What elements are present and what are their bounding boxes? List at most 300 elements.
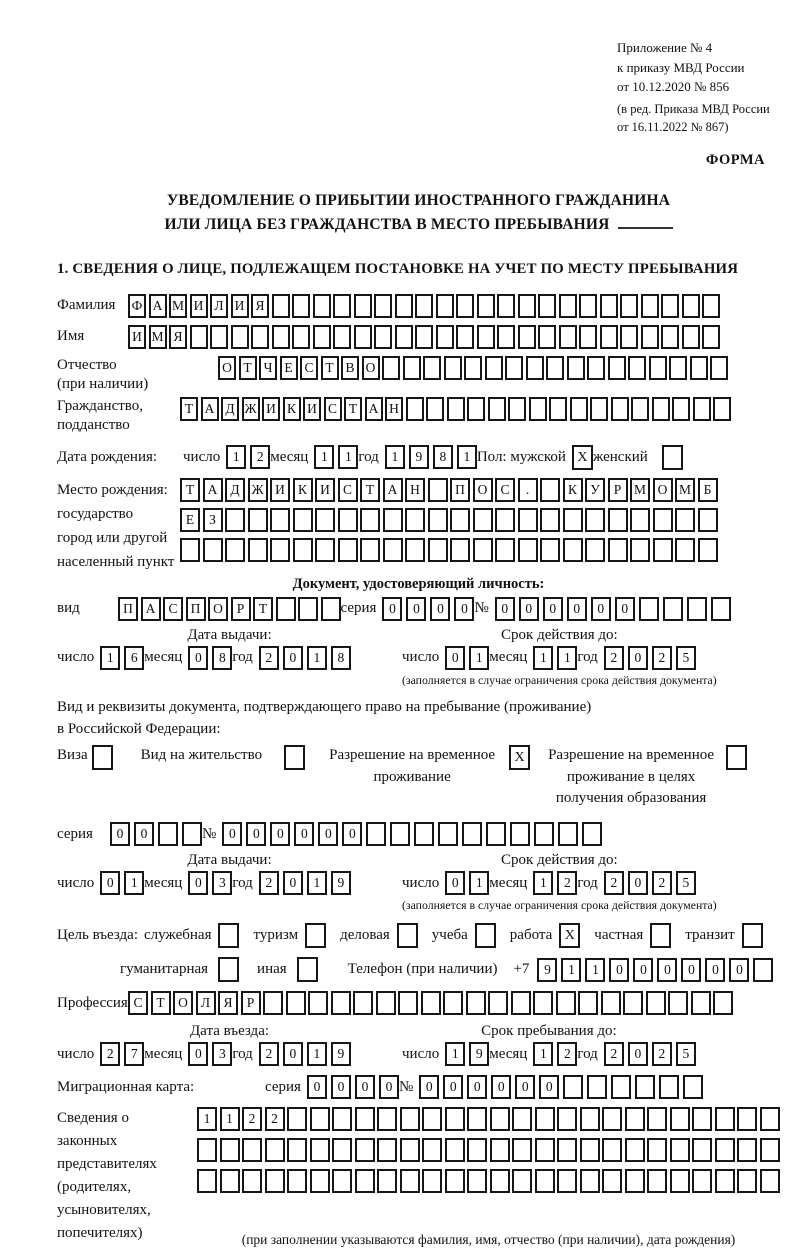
char-cell[interactable]: 2 xyxy=(259,1042,279,1066)
char-cell[interactable]: 0 xyxy=(355,1075,375,1099)
char-cell[interactable]: М xyxy=(149,325,167,349)
char-cell[interactable] xyxy=(601,991,621,1015)
char-cell[interactable] xyxy=(692,1138,712,1162)
char-cell[interactable] xyxy=(715,1169,735,1193)
char-cell[interactable]: И xyxy=(270,478,290,502)
char-cell[interactable]: 0 xyxy=(188,871,208,895)
char-cell[interactable] xyxy=(436,325,454,349)
char-cell[interactable]: 9 xyxy=(331,871,351,895)
char-cell[interactable] xyxy=(272,325,290,349)
char-cell[interactable] xyxy=(663,597,683,621)
char-cell[interactable]: Т xyxy=(360,478,380,502)
char-cell[interactable] xyxy=(579,325,597,349)
char-cell[interactable] xyxy=(602,1138,622,1162)
char-cell[interactable]: 1 xyxy=(533,646,553,670)
char-cell[interactable]: 0 xyxy=(445,646,465,670)
char-cell[interactable]: 1 xyxy=(100,646,120,670)
char-cell[interactable]: В xyxy=(341,356,359,380)
char-cell[interactable] xyxy=(512,1107,532,1131)
char-cell[interactable]: С xyxy=(300,356,318,380)
char-cell[interactable] xyxy=(691,991,711,1015)
purpose-checkbox-2[interactable] xyxy=(397,923,418,948)
char-cell[interactable]: Н xyxy=(405,478,425,502)
char-cell[interactable]: 0 xyxy=(729,958,749,982)
char-cell[interactable] xyxy=(540,478,560,502)
char-cell[interactable] xyxy=(563,1075,583,1099)
char-cell[interactable] xyxy=(377,1107,397,1131)
char-cell[interactable] xyxy=(546,356,564,380)
char-cell[interactable] xyxy=(265,1169,285,1193)
char-cell[interactable]: 2 xyxy=(100,1042,120,1066)
char-cell[interactable] xyxy=(225,538,245,562)
purpose-checkbox-7[interactable] xyxy=(218,957,239,982)
char-cell[interactable]: И xyxy=(128,325,146,349)
char-cell[interactable]: 0 xyxy=(539,1075,559,1099)
char-cell[interactable] xyxy=(403,356,421,380)
char-cell[interactable] xyxy=(220,1138,240,1162)
char-cell[interactable]: У xyxy=(585,478,605,502)
char-cell[interactable]: 0 xyxy=(491,1075,511,1099)
char-cell[interactable] xyxy=(587,1075,607,1099)
char-cell[interactable]: 2 xyxy=(652,646,672,670)
char-cell[interactable] xyxy=(557,1138,577,1162)
char-cell[interactable] xyxy=(540,508,560,532)
char-cell[interactable] xyxy=(608,538,628,562)
char-cell[interactable] xyxy=(512,1138,532,1162)
char-cell[interactable] xyxy=(630,538,650,562)
char-cell[interactable] xyxy=(737,1138,757,1162)
char-cell[interactable] xyxy=(464,356,482,380)
char-cell[interactable] xyxy=(333,325,351,349)
char-cell[interactable]: 0 xyxy=(443,1075,463,1099)
char-cell[interactable] xyxy=(248,508,268,532)
char-cell[interactable] xyxy=(428,478,448,502)
char-cell[interactable] xyxy=(395,325,413,349)
char-cell[interactable]: 1 xyxy=(307,646,327,670)
char-cell[interactable] xyxy=(287,1169,307,1193)
char-cell[interactable] xyxy=(497,325,515,349)
char-cell[interactable] xyxy=(675,508,695,532)
char-cell[interactable] xyxy=(286,991,306,1015)
char-cell[interactable]: Я xyxy=(218,991,238,1015)
char-cell[interactable]: О xyxy=(473,478,493,502)
char-cell[interactable]: 0 xyxy=(134,822,154,846)
char-cell[interactable] xyxy=(512,1169,532,1193)
char-cell[interactable]: 0 xyxy=(270,822,290,846)
char-cell[interactable] xyxy=(182,822,202,846)
char-cell[interactable] xyxy=(332,1138,352,1162)
char-cell[interactable] xyxy=(760,1107,780,1131)
char-cell[interactable] xyxy=(495,538,515,562)
char-cell[interactable] xyxy=(687,597,707,621)
char-cell[interactable] xyxy=(753,958,773,982)
char-cell[interactable] xyxy=(533,991,553,1015)
char-cell[interactable] xyxy=(293,508,313,532)
char-cell[interactable] xyxy=(310,1107,330,1131)
female-checkbox[interactable] xyxy=(662,445,683,470)
char-cell[interactable]: 8 xyxy=(212,646,232,670)
char-cell[interactable]: 7 xyxy=(124,1042,144,1066)
char-cell[interactable] xyxy=(557,1107,577,1131)
char-cell[interactable] xyxy=(518,325,536,349)
char-cell[interactable] xyxy=(197,1169,217,1193)
char-cell[interactable] xyxy=(620,294,638,318)
char-cell[interactable] xyxy=(292,325,310,349)
char-cell[interactable] xyxy=(641,294,659,318)
char-cell[interactable]: 0 xyxy=(615,597,635,621)
char-cell[interactable] xyxy=(567,356,585,380)
char-cell[interactable] xyxy=(490,1138,510,1162)
char-cell[interactable]: 1 xyxy=(469,871,489,895)
char-cell[interactable]: 2 xyxy=(259,871,279,895)
char-cell[interactable] xyxy=(558,822,578,846)
char-cell[interactable] xyxy=(587,356,605,380)
char-cell[interactable]: 2 xyxy=(652,1042,672,1066)
char-cell[interactable] xyxy=(331,991,351,1015)
char-cell[interactable]: 2 xyxy=(604,646,624,670)
char-cell[interactable] xyxy=(652,397,670,421)
char-cell[interactable] xyxy=(488,397,506,421)
char-cell[interactable]: К xyxy=(293,478,313,502)
char-cell[interactable] xyxy=(580,1169,600,1193)
char-cell[interactable] xyxy=(422,1107,442,1131)
char-cell[interactable]: 0 xyxy=(519,597,539,621)
char-cell[interactable] xyxy=(563,508,583,532)
char-cell[interactable]: 3 xyxy=(212,871,232,895)
purpose-checkbox-4[interactable]: X xyxy=(559,923,580,948)
char-cell[interactable] xyxy=(529,397,547,421)
char-cell[interactable] xyxy=(242,1138,262,1162)
char-cell[interactable] xyxy=(760,1169,780,1193)
char-cell[interactable] xyxy=(466,991,486,1015)
char-cell[interactable] xyxy=(579,294,597,318)
char-cell[interactable] xyxy=(462,822,482,846)
char-cell[interactable] xyxy=(390,822,410,846)
char-cell[interactable] xyxy=(443,991,463,1015)
char-cell[interactable] xyxy=(580,1138,600,1162)
purpose-checkbox-6[interactable] xyxy=(742,923,763,948)
char-cell[interactable]: 1 xyxy=(314,445,334,469)
char-cell[interactable]: 2 xyxy=(259,646,279,670)
char-cell[interactable] xyxy=(611,1075,631,1099)
char-cell[interactable]: 0 xyxy=(515,1075,535,1099)
char-cell[interactable] xyxy=(374,325,392,349)
char-cell[interactable] xyxy=(203,538,223,562)
char-cell[interactable] xyxy=(711,597,731,621)
char-cell[interactable]: 2 xyxy=(557,1042,577,1066)
char-cell[interactable]: 0 xyxy=(445,871,465,895)
char-cell[interactable] xyxy=(490,1169,510,1193)
char-cell[interactable]: 2 xyxy=(265,1107,285,1131)
char-cell[interactable] xyxy=(600,294,618,318)
char-cell[interactable] xyxy=(467,1107,487,1131)
char-cell[interactable]: Л xyxy=(196,991,216,1015)
char-cell[interactable]: Е xyxy=(180,508,200,532)
char-cell[interactable]: Т xyxy=(344,397,362,421)
char-cell[interactable] xyxy=(682,325,700,349)
char-cell[interactable] xyxy=(467,1169,487,1193)
char-cell[interactable]: 1 xyxy=(557,646,577,670)
char-cell[interactable]: 0 xyxy=(681,958,701,982)
char-cell[interactable]: К xyxy=(283,397,301,421)
char-cell[interactable]: 0 xyxy=(495,597,515,621)
char-cell[interactable]: 0 xyxy=(307,1075,327,1099)
char-cell[interactable] xyxy=(585,508,605,532)
char-cell[interactable] xyxy=(625,1138,645,1162)
char-cell[interactable]: Я xyxy=(251,294,269,318)
char-cell[interactable]: И xyxy=(190,294,208,318)
char-cell[interactable]: П xyxy=(118,597,138,621)
char-cell[interactable]: 0 xyxy=(283,646,303,670)
char-cell[interactable] xyxy=(308,991,328,1015)
char-cell[interactable]: Т xyxy=(321,356,339,380)
char-cell[interactable] xyxy=(582,822,602,846)
char-cell[interactable] xyxy=(485,356,503,380)
char-cell[interactable]: Л xyxy=(210,294,228,318)
char-cell[interactable]: 0 xyxy=(633,958,653,982)
char-cell[interactable] xyxy=(444,356,462,380)
char-cell[interactable]: 1 xyxy=(124,871,144,895)
temp-residence-edu-checkbox[interactable] xyxy=(726,745,747,770)
char-cell[interactable] xyxy=(737,1107,757,1131)
char-cell[interactable] xyxy=(549,397,567,421)
char-cell[interactable]: И xyxy=(262,397,280,421)
char-cell[interactable] xyxy=(293,538,313,562)
char-cell[interactable] xyxy=(625,1169,645,1193)
purpose-checkbox-1[interactable] xyxy=(305,923,326,948)
char-cell[interactable] xyxy=(467,397,485,421)
char-cell[interactable] xyxy=(602,1107,622,1131)
char-cell[interactable]: 0 xyxy=(543,597,563,621)
char-cell[interactable]: 1 xyxy=(533,871,553,895)
char-cell[interactable]: Ф xyxy=(128,294,146,318)
char-cell[interactable]: П xyxy=(450,478,470,502)
char-cell[interactable]: Т xyxy=(151,991,171,1015)
char-cell[interactable]: П xyxy=(186,597,206,621)
char-cell[interactable] xyxy=(360,508,380,532)
char-cell[interactable] xyxy=(628,356,646,380)
char-cell[interactable]: Я xyxy=(169,325,187,349)
char-cell[interactable]: 0 xyxy=(382,597,402,621)
char-cell[interactable] xyxy=(355,1169,375,1193)
char-cell[interactable]: Д xyxy=(221,397,239,421)
char-cell[interactable] xyxy=(702,294,720,318)
char-cell[interactable] xyxy=(180,538,200,562)
char-cell[interactable] xyxy=(197,1138,217,1162)
char-cell[interactable] xyxy=(647,1169,667,1193)
char-cell[interactable] xyxy=(653,538,673,562)
char-cell[interactable] xyxy=(473,538,493,562)
char-cell[interactable] xyxy=(669,356,687,380)
char-cell[interactable] xyxy=(405,508,425,532)
char-cell[interactable] xyxy=(477,294,495,318)
char-cell[interactable] xyxy=(315,538,335,562)
char-cell[interactable] xyxy=(641,325,659,349)
char-cell[interactable] xyxy=(315,508,335,532)
char-cell[interactable] xyxy=(447,397,465,421)
char-cell[interactable] xyxy=(578,991,598,1015)
char-cell[interactable] xyxy=(354,294,372,318)
char-cell[interactable]: 1 xyxy=(307,871,327,895)
char-cell[interactable]: 9 xyxy=(409,445,429,469)
char-cell[interactable]: 0 xyxy=(188,646,208,670)
char-cell[interactable] xyxy=(355,1107,375,1131)
char-cell[interactable] xyxy=(383,538,403,562)
char-cell[interactable] xyxy=(647,1107,667,1131)
char-cell[interactable]: 8 xyxy=(331,646,351,670)
char-cell[interactable] xyxy=(683,1075,703,1099)
char-cell[interactable] xyxy=(608,356,626,380)
char-cell[interactable] xyxy=(670,1138,690,1162)
char-cell[interactable] xyxy=(360,538,380,562)
char-cell[interactable] xyxy=(690,356,708,380)
char-cell[interactable] xyxy=(649,356,667,380)
visa-checkbox[interactable] xyxy=(92,745,113,770)
char-cell[interactable] xyxy=(661,325,679,349)
char-cell[interactable]: 2 xyxy=(652,871,672,895)
char-cell[interactable]: С xyxy=(338,478,358,502)
char-cell[interactable]: 1 xyxy=(385,445,405,469)
char-cell[interactable] xyxy=(428,508,448,532)
char-cell[interactable] xyxy=(382,356,400,380)
char-cell[interactable]: 0 xyxy=(430,597,450,621)
char-cell[interactable]: М xyxy=(169,294,187,318)
char-cell[interactable]: 0 xyxy=(628,871,648,895)
char-cell[interactable]: И xyxy=(303,397,321,421)
char-cell[interactable]: 5 xyxy=(676,871,696,895)
char-cell[interactable]: О xyxy=(653,478,673,502)
char-cell[interactable] xyxy=(630,508,650,532)
char-cell[interactable] xyxy=(395,294,413,318)
char-cell[interactable]: Т xyxy=(180,397,198,421)
char-cell[interactable] xyxy=(535,1138,555,1162)
char-cell[interactable]: М xyxy=(630,478,650,502)
char-cell[interactable] xyxy=(505,356,523,380)
purpose-checkbox-0[interactable] xyxy=(218,923,239,948)
char-cell[interactable]: Т xyxy=(180,478,200,502)
char-cell[interactable]: 1 xyxy=(457,445,477,469)
char-cell[interactable]: Б xyxy=(698,478,718,502)
char-cell[interactable] xyxy=(585,538,605,562)
char-cell[interactable] xyxy=(559,294,577,318)
char-cell[interactable] xyxy=(538,325,556,349)
char-cell[interactable] xyxy=(270,538,290,562)
char-cell[interactable]: 0 xyxy=(283,1042,303,1066)
char-cell[interactable] xyxy=(366,822,386,846)
char-cell[interactable] xyxy=(415,325,433,349)
char-cell[interactable] xyxy=(477,325,495,349)
char-cell[interactable] xyxy=(698,538,718,562)
char-cell[interactable] xyxy=(473,508,493,532)
char-cell[interactable] xyxy=(438,822,458,846)
char-cell[interactable]: 8 xyxy=(433,445,453,469)
char-cell[interactable] xyxy=(631,397,649,421)
char-cell[interactable]: 0 xyxy=(657,958,677,982)
char-cell[interactable]: 0 xyxy=(419,1075,439,1099)
char-cell[interactable]: 6 xyxy=(124,646,144,670)
char-cell[interactable] xyxy=(354,325,372,349)
char-cell[interactable] xyxy=(518,538,538,562)
char-cell[interactable] xyxy=(415,294,433,318)
char-cell[interactable] xyxy=(231,325,249,349)
char-cell[interactable] xyxy=(490,1107,510,1131)
char-cell[interactable]: 9 xyxy=(469,1042,489,1066)
char-cell[interactable] xyxy=(422,1138,442,1162)
char-cell[interactable] xyxy=(467,1138,487,1162)
char-cell[interactable] xyxy=(535,1169,555,1193)
char-cell[interactable] xyxy=(602,1169,622,1193)
char-cell[interactable] xyxy=(534,822,554,846)
char-cell[interactable] xyxy=(670,1169,690,1193)
char-cell[interactable] xyxy=(445,1169,465,1193)
char-cell[interactable] xyxy=(248,538,268,562)
char-cell[interactable]: 5 xyxy=(676,1042,696,1066)
char-cell[interactable] xyxy=(405,538,425,562)
char-cell[interactable]: А xyxy=(149,294,167,318)
char-cell[interactable]: А xyxy=(365,397,383,421)
temp-residence-checkbox[interactable]: X xyxy=(509,745,530,770)
char-cell[interactable] xyxy=(590,397,608,421)
char-cell[interactable] xyxy=(508,397,526,421)
char-cell[interactable] xyxy=(675,538,695,562)
char-cell[interactable] xyxy=(556,991,576,1015)
char-cell[interactable] xyxy=(310,1138,330,1162)
char-cell[interactable]: Ч xyxy=(259,356,277,380)
char-cell[interactable] xyxy=(272,294,290,318)
char-cell[interactable]: Р xyxy=(608,478,628,502)
char-cell[interactable] xyxy=(511,991,531,1015)
char-cell[interactable] xyxy=(611,397,629,421)
char-cell[interactable] xyxy=(570,397,588,421)
char-cell[interactable]: О xyxy=(218,356,236,380)
char-cell[interactable] xyxy=(445,1138,465,1162)
char-cell[interactable] xyxy=(698,508,718,532)
char-cell[interactable]: З xyxy=(203,508,223,532)
char-cell[interactable] xyxy=(276,597,296,621)
char-cell[interactable] xyxy=(426,397,444,421)
char-cell[interactable] xyxy=(653,508,673,532)
char-cell[interactable]: 0 xyxy=(318,822,338,846)
char-cell[interactable] xyxy=(518,508,538,532)
char-cell[interactable]: 0 xyxy=(294,822,314,846)
char-cell[interactable] xyxy=(456,294,474,318)
char-cell[interactable] xyxy=(263,991,283,1015)
char-cell[interactable] xyxy=(406,397,424,421)
char-cell[interactable] xyxy=(737,1169,757,1193)
char-cell[interactable]: С xyxy=(128,991,148,1015)
char-cell[interactable]: 0 xyxy=(454,597,474,621)
purpose-checkbox-8[interactable] xyxy=(297,957,318,982)
char-cell[interactable]: . xyxy=(518,478,538,502)
char-cell[interactable]: Ж xyxy=(248,478,268,502)
char-cell[interactable] xyxy=(398,991,418,1015)
char-cell[interactable]: Т xyxy=(239,356,257,380)
char-cell[interactable]: О xyxy=(173,991,193,1015)
char-cell[interactable] xyxy=(338,508,358,532)
char-cell[interactable]: 1 xyxy=(533,1042,553,1066)
char-cell[interactable] xyxy=(450,508,470,532)
char-cell[interactable] xyxy=(623,991,643,1015)
char-cell[interactable] xyxy=(313,325,331,349)
char-cell[interactable] xyxy=(332,1107,352,1131)
char-cell[interactable] xyxy=(693,397,711,421)
char-cell[interactable] xyxy=(251,325,269,349)
char-cell[interactable] xyxy=(559,325,577,349)
char-cell[interactable]: 0 xyxy=(406,597,426,621)
char-cell[interactable]: 1 xyxy=(469,646,489,670)
char-cell[interactable] xyxy=(668,991,688,1015)
char-cell[interactable] xyxy=(563,538,583,562)
